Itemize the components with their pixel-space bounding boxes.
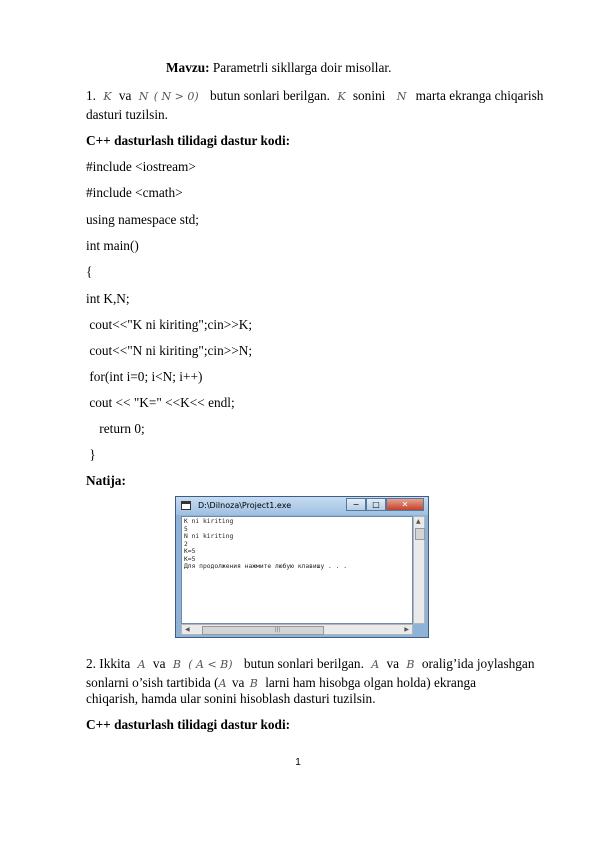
task1-line1: [86, 88, 543, 105]
code-heading-2: C++ dasturlash tilidagi dastur kodi:: [86, 717, 291, 732]
task2-va: va: [152, 656, 166, 671]
math-n: N: [138, 90, 149, 103]
task2-text-c: sonlarni o’sish tartibida (: [86, 675, 219, 690]
task1-va: va: [118, 88, 132, 103]
task2-va: va: [231, 675, 245, 690]
console-output-line: Для продолжения нажмите любую клавишу . . .: [184, 563, 348, 570]
task2-line2: [86, 675, 476, 692]
code-line: cout<<"K ni kiriting";cin>>K;: [86, 317, 253, 332]
console-output-line: K=5: [184, 555, 196, 563]
close-button[interactable]: ✕: [386, 498, 424, 511]
math-b: B: [249, 677, 258, 690]
horizontal-scrollbar[interactable]: [181, 624, 413, 635]
task2-line1: [86, 656, 534, 673]
result-label: Natija:: [86, 473, 126, 488]
code-line: return 0;: [86, 421, 145, 436]
console-app-icon: [181, 501, 191, 510]
math-n: N: [396, 90, 407, 103]
task2-text-b: oralig’ida joylashgan: [421, 656, 535, 671]
task1-line2: dasturi tuzilsin.: [86, 107, 168, 122]
grip-icon: |||: [275, 627, 281, 633]
scroll-right-icon[interactable]: ▶: [404, 626, 409, 633]
code-line: #include <cmath>: [86, 185, 183, 200]
code-line: int K,N;: [86, 291, 130, 306]
scroll-thumb[interactable]: [415, 528, 425, 540]
task1-number: 1.: [86, 88, 96, 103]
code-line: #include <iostream>: [86, 159, 196, 174]
console-output-line: K=5: [184, 548, 196, 555]
vertical-scrollbar[interactable]: [413, 516, 425, 624]
code-line: cout<<"N ni kiriting";cin>>N;: [86, 343, 253, 358]
task1-text-b: marta ekranga chiqarish: [415, 88, 544, 103]
code-heading: C++ dasturlash tilidagi dastur kodi:: [86, 133, 291, 148]
page-number: 1: [295, 757, 301, 768]
math-a: A: [218, 677, 227, 690]
console-titlebar: [176, 497, 428, 515]
console-output-line: N ni kiriting: [184, 533, 234, 540]
math-a: A: [137, 658, 146, 671]
scroll-thumb-horizontal[interactable]: [202, 626, 324, 635]
task2-text-a: butun sonlari berilgan.: [243, 656, 364, 671]
console-output-line: K ni kiriting: [184, 518, 234, 525]
math-b: B: [406, 658, 415, 671]
console-window: [175, 496, 429, 638]
code-line: }: [86, 447, 96, 462]
task2-text-d: larni ham hisobga olgan holda) ekranga: [265, 675, 477, 690]
console-output: [181, 516, 413, 624]
math-b: B: [172, 658, 181, 671]
math-k: K: [103, 90, 112, 103]
console-output-line: 5: [184, 525, 188, 533]
task1-sonini: sonini: [352, 88, 386, 103]
code-line: for(int i=0; i<N; i++): [86, 369, 203, 384]
task1-text-a: butun sonlari berilgan.: [209, 88, 330, 103]
console-output-line: 2: [184, 540, 188, 548]
task2-va: va: [386, 656, 400, 671]
math-a: A: [371, 658, 380, 671]
console-title: D:\Dilnoza\Project1.exe: [198, 501, 292, 510]
math-condition: ( N > 0): [153, 90, 199, 103]
topic-text: Parametrli sikllarga doir misollar.: [209, 60, 392, 75]
topic-label: Mavzu:: [166, 60, 210, 75]
code-line: cout << "K=" <<K<< endl;: [86, 395, 235, 410]
code-line: int main(): [86, 238, 139, 253]
math-k: K: [337, 90, 346, 103]
math-condition-ab: ( A < B): [188, 658, 233, 671]
task2-number: 2. Ikkita: [86, 656, 131, 671]
code-line: using namespace std;: [86, 212, 199, 227]
scroll-up-icon[interactable]: ▲: [416, 518, 421, 525]
code-line: {: [86, 264, 93, 279]
topic-line: [166, 60, 391, 76]
task2-line3: chiqarish, hamda ular sonini hisoblash dasturi tuzilsin.: [86, 691, 376, 706]
scroll-left-icon[interactable]: ◀: [185, 626, 190, 633]
maximize-button[interactable]: □: [366, 498, 386, 511]
minimize-button[interactable]: −: [346, 498, 366, 511]
